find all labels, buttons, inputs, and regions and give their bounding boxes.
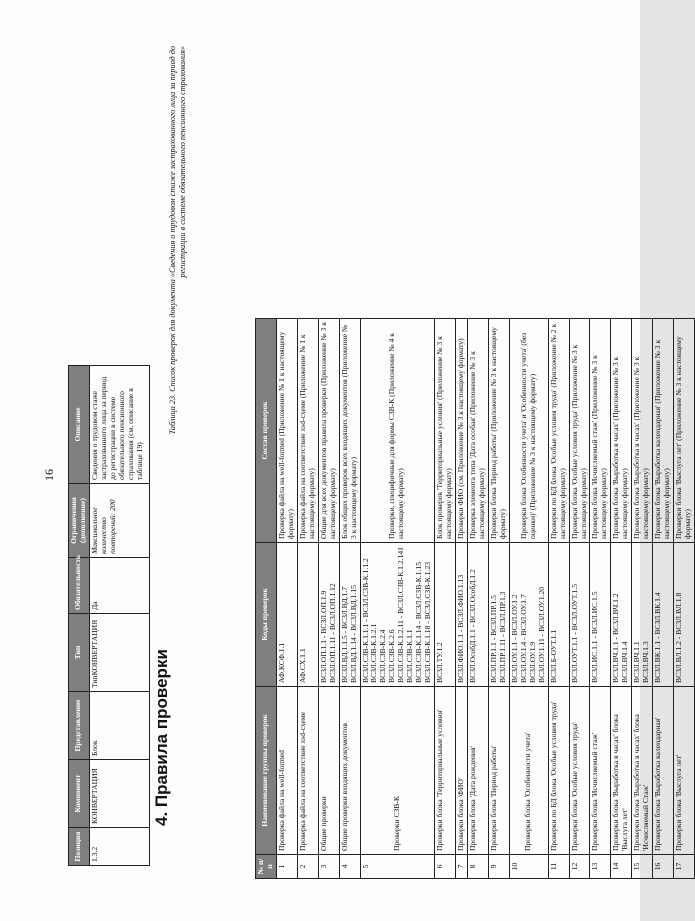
cell-position: 1.3.2: [89, 828, 149, 866]
header-component: Компонент: [69, 760, 90, 828]
cell-codes: ВСЗЛ.Б-ОУТ.1.1: [548, 543, 569, 687]
component-table-header: [69, 366, 90, 866]
cell-codes: ВСЗЛ.ВК.1.1 - ВСЗЛ.ВК.1.4: [653, 543, 674, 687]
header-number: № п/п: [256, 855, 277, 879]
header-check-codes: Коды проверок: [256, 543, 277, 687]
cell-codes: АФ.СХ.1.1: [297, 543, 318, 687]
table-row: [456, 319, 468, 879]
cell-representation: Блок: [89, 692, 149, 760]
checks-table-body: [276, 319, 694, 879]
header-type: Тип: [69, 614, 90, 692]
table-row: [339, 319, 360, 879]
cell-codes: ВСЗЛ.ВЛ.1.2 - ВСЗЛ.ВЛ.1.8: [674, 543, 695, 687]
table-row: [276, 319, 297, 879]
cell-number: 5: [360, 855, 435, 879]
cell-group: Проверки СЗВ-К: [360, 687, 435, 855]
cell-checks: Проверки блока 'Выработка календарная' (Приложение № 3 к настоящему формату): [653, 319, 674, 543]
cell-group: Общие проверки: [318, 687, 339, 855]
cell-codes: ВСЗЛ.СЗВ-К.1.1.1 - ВСЗЛ.СЗВ-К.1.1.2 ВСЗЛ.СЗВ-К.1.2.1 ВСЗЛ.СЗВ-К.2.4 ВСЗЛ.СЗВ-К.2.6 ВСЗЛ.СЗВ-К.1.2.11 - ВСЗЛ.СЗВ-К.1.2.141 ВСЗЛ.СЗВ-К.1.1 ВСЗЛ.СЗВ-К.1.14 - ВСЗЛ.СЗВ-К.1.15 ВСЗЛ.СЗВ-К.1.18 - ВСЗЛ.СЗВ-К.1.23: [360, 543, 435, 687]
table-row: [89, 366, 149, 866]
component-table: [68, 365, 150, 866]
table-row: [509, 319, 548, 879]
cell-number: 13: [590, 855, 611, 879]
cell-group: Проверки блока 'ФИО': [456, 687, 468, 855]
cell-constraints: Максимальное количество повторений: 200: [89, 484, 149, 558]
header-representation: Представление: [69, 692, 90, 760]
cell-checks: Проверки ФИО (см. Приложение № 3 к настоящему формату): [456, 319, 468, 543]
page-number: 16: [42, 469, 56, 481]
cell-codes: ВСЗЛ.ОУТ.1.1 - ВСЗЛ.ОУТ.1.5: [569, 543, 590, 687]
table-row: [297, 319, 318, 879]
cell-checks: Проверки блока 'Период работы' (Приложение № 3 к настоящему формату): [488, 319, 509, 543]
cell-number: 16: [653, 855, 674, 879]
checks-table: [255, 318, 695, 879]
cell-group: Проверки блока 'Особенности учета': [509, 687, 548, 855]
cell-number: 8: [468, 855, 489, 879]
table-row: [611, 319, 632, 879]
cell-checks: Проверки блока 'Выслуга лет' (Приложение № 3 к настоящему формату): [674, 319, 695, 543]
table-row: [590, 319, 611, 879]
cell-codes: ВСЗЛ.ТУ.1.2: [435, 543, 456, 687]
cell-codes: ВСЗЛ.ОП.1.1 - ВСЗЛ.ОП.1.9 ВСЗЛ.ОП.1.11 - ВСЗЛ.ОП.1.12: [318, 543, 339, 687]
cell-codes: ВСЗЛ.ВЧ.1.1 - ВСЗЛ.ВЧ.1.2 ВСЗЛ.ВЧ.1.4: [611, 543, 632, 687]
cell-checks: Проверка файла на well-formed (Приложение № 1 к настоящему формату): [276, 319, 297, 543]
cell-checks: Проверки блока 'Особые условия труда' (Приложение № 3 к настоящему формату): [569, 319, 590, 543]
cell-checks: Проверки блока 'Особенности учета' и 'Особенности учета' (без оценки)' (Приложение № 3 к настоящему формату): [509, 319, 548, 543]
cell-component: КОНВЕРТАЦИЯ: [89, 760, 149, 828]
header-group-name: Наименование группы проверок: [256, 687, 277, 855]
cell-codes: ВСЗЛ.ПР.1.1 - ВСЗЛ.ПР.1.5 ВСЗЛ.ПР.1.11 - ВСЗЛ.ПР.1.3: [488, 543, 509, 687]
cell-number: 11: [548, 855, 569, 879]
cell-group: Проверка файла на well-formed: [276, 687, 297, 855]
table-row: [318, 319, 339, 879]
cell-checks: Проверка элемента типа 'Дата особая' (Приложение № 3 к настоящему формату): [468, 319, 489, 543]
cell-checks: Проверки блока 'Выработка в часах' (Приложение № 3 к настоящему формату): [632, 319, 653, 543]
table-caption: Таблица 23. Список проверок для документа «Сведения о трудовом стаже застрахованного лица за период до регистрации в системе обязательного пенсионного страхования»: [168, 46, 188, 435]
section-heading: 4. Правила проверки: [152, 649, 171, 826]
cell-description: Сведения о трудовом стаже застрахованного лица за период до регистрации в системе обязательного пенсионного страхования (см. описание в таблице 19): [89, 366, 149, 484]
cell-number: 12: [569, 855, 590, 879]
cell-number: 9: [488, 855, 509, 879]
cell-checks: Общие для всех документов правила проверки (Приложение № 3 к настоящему формату): [318, 319, 339, 543]
cell-codes: ВСЗЛ.ИС.1.1 - ВСЗЛ.ИС.1.5: [590, 543, 611, 687]
header-constraints: Ограничения (дополнение): [69, 484, 90, 558]
cell-group: Проверки блока 'Территориальные условия': [435, 687, 456, 855]
cell-group: Проверки блока 'Период работы': [488, 687, 509, 855]
table-row: [632, 319, 653, 879]
cell-codes: ВСЗЛ.ОсобД.1.1 - ВСЗЛ.ОсобД.1.2: [468, 543, 489, 687]
cell-number: 14: [611, 855, 632, 879]
cell-codes: ВСЗЛ.ВД.1.1.5 - ВСЗЛ.ВД.1.7 ВСЗЛ.ВД.1.14 - ВСЗЛ.ВД.1.15: [339, 543, 360, 687]
cell-group: Проверки блока 'Выработка в часах' блока 'Выслуга лет': [611, 687, 632, 855]
cell-number: 6: [435, 855, 456, 879]
cell-number: 3: [318, 855, 339, 879]
cell-checks: Блок общих проверок всех входящих документов (Приложение № 3 к настоящему формату): [339, 319, 360, 543]
cell-codes: ВСЗЛ.ФИО.1.1 - ВСЗЛ.ФИО.1.13: [456, 543, 468, 687]
checks-table-header: [256, 319, 277, 879]
cell-checks: Блок проверок 'Территориальные условия' (Приложение № 3 к настоящему формату): [435, 319, 456, 543]
cell-checks: Проверки, специфичные для формы СЗВ-К (Приложение № 4 к настоящему формату): [360, 319, 435, 543]
cell-number: 4: [339, 855, 360, 879]
table-row: [435, 319, 456, 879]
cell-checks: Проверки блока 'Выработка в часах' (Приложение № 3 к настоящему формату): [611, 319, 632, 543]
cell-group: Проверки блока 'Выработка в часах' блока 'Исчисляемый Стаж': [632, 687, 653, 855]
cell-group: Проверки блока 'Выслуга лет': [674, 687, 695, 855]
cell-group: Проверки блока 'Выработка календарная': [653, 687, 674, 855]
cell-checks: Проверка файла на соответствие xsd-схеме (Приложение № 1 к настоящему формату): [297, 319, 318, 543]
header-description: Описание: [69, 366, 90, 484]
cell-group: Проверки блока 'Исчисляемый стаж': [590, 687, 611, 855]
cell-codes: ВСЗЛ.ОУ.1.1 - ВСЗЛ.ОУ.1.2 ВСЗЛ.ОУ.1.4 - ВСЗЛ.ОУ.1.7 ВСЗЛ.ОУ.1.9 ВСЗЛ.ОУ.1.11 - ВСЗЛ.ОУ.1.20: [509, 543, 548, 687]
cell-group: Общие проверки входящих документов: [339, 687, 360, 855]
table-row: [548, 319, 569, 879]
cell-number: 10: [509, 855, 548, 879]
cell-checks: Проверки по БД блока 'Особые условия труда' (Приложение № 2 к настоящему формату): [548, 319, 569, 543]
table-row: [360, 319, 435, 879]
table-row: [674, 319, 695, 879]
header-required: Обязательность: [69, 558, 90, 614]
table-row: [569, 319, 590, 879]
header-check-composition: Состав проверок: [256, 319, 277, 543]
cell-group: Проверки по БД блока 'Особые условия труда': [548, 687, 569, 855]
table-row: [653, 319, 674, 879]
cell-number: 15: [632, 855, 653, 879]
cell-number: 1: [276, 855, 297, 879]
table-row: [488, 319, 509, 879]
cell-number: 2: [297, 855, 318, 879]
cell-required: Да: [89, 558, 149, 614]
cell-group: Проверки блока 'Дата рождения': [468, 687, 489, 855]
cell-codes: АФ.КСФ.1.1: [276, 543, 297, 687]
cell-checks: Проверки блока 'Исчисляемый стаж' (Приложение № 3 к настоящему формату): [590, 319, 611, 543]
header-position: Позиция: [69, 828, 90, 866]
cell-group: Проверки блока 'Особые условия труда': [569, 687, 590, 855]
table-row: [468, 319, 489, 879]
cell-group: Проверка файла на соответствие xsd-схеме: [297, 687, 318, 855]
cell-number: 17: [674, 855, 695, 879]
cell-number: 7: [456, 855, 468, 879]
cell-codes: ВСЗЛ.ВЧ.1.1 ВСЗЛ.ВЧ.1.3: [632, 543, 653, 687]
cell-type: ТипКОНВЕРТАЦИЯ: [89, 614, 149, 692]
